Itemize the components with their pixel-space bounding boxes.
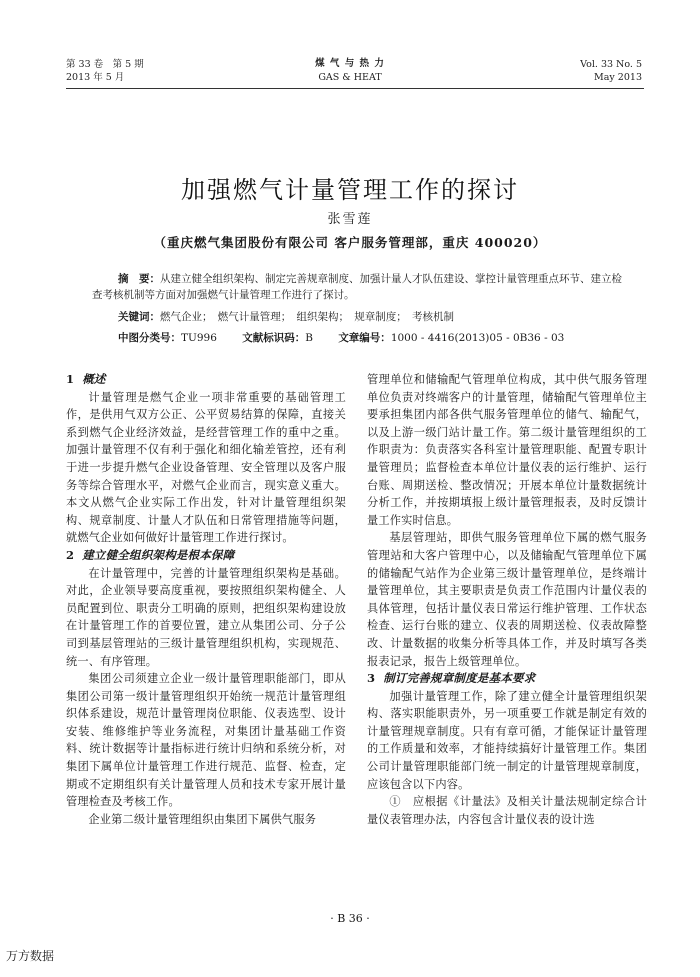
section-1-paragraph-1: 计量管理是燃气企业一项非常重要的基础管理工作，是供用气双方公正、公平贸易结算的保障，直接关系到燃气企业经济效益，是经营管理工作的重中之重。加强计量管理不仅有利于强化和细化输差管控，还有利于进一步提升燃气企业设备管理、安全管理以及客户服务等综合管理水平，对燃气企业而言，现实意义重大。本文从燃气企业实际工作出发，针对计量管理组织架构、规章制度、计量人才队伍和日常管理措施等问题，就燃气企业如何做好计量管理工作进行探讨。 bbox=[66, 390, 346, 545]
header-date-en: May 2013 bbox=[594, 72, 642, 83]
keywords bbox=[118, 309, 454, 325]
article-affiliation: （重庆燃气集团股份有限公司 客户服务管理部，重庆 400020） bbox=[153, 235, 547, 250]
keywords-text: 燃气企业； 燃气计量管理； 组织架构； 规章制度； 考核机制 bbox=[160, 311, 454, 323]
abstract bbox=[92, 271, 622, 303]
right-paragraph-3: 加强计量管理工作，除了建立健全计量管理组织架构、落实职能职责外，另一项重要工作就是制定有效的计量管理规章制度。只有有章可循，才能保证计量管理的工作质量和效率，才能持续搞好计量管理工作。集团公司计量管理职能部门统一制定的计量管理规章制度，应该包含以下内容。 bbox=[367, 689, 647, 791]
right-paragraph-4: ① 应根据《计量法》及相关计量法规制定综合计量仪表管理办法，内容包含计量仪表的设计选 bbox=[367, 795, 647, 826]
section-2-heading bbox=[66, 547, 346, 565]
section-2-title: 建立健全组织架构是根本保障 bbox=[82, 547, 235, 562]
journal-title-cn: 煤 气 与 热 力 bbox=[315, 58, 385, 69]
section-1-title: 概述 bbox=[82, 372, 106, 386]
doc-code-value: B bbox=[305, 332, 313, 344]
classification-line bbox=[118, 330, 564, 346]
header-volume-en: Vol. 33 No. 5 bbox=[580, 59, 642, 70]
section-3-heading bbox=[367, 670, 647, 688]
article-no-value: 1000 - 4416(2013)05 - 0B36 - 03 bbox=[390, 332, 565, 344]
right-paragraph-2: 基层管理站，即供气服务管理单位下属的燃气服务管理站和大客户管理中心，以及储输配气管理单位下属的储输配气站作为企业第三级计量管理单位，是终端计量管理单位，其主要职责是负责工作范围内计量仪表的具体管理，包括计量仪表日常运行维护管理、工作状态检查、运行台账的建立、仪表的周期送检、仪表故障整改、计量数据的收集分析等具体工作，并及时填写各类报表记录，报告上级管理单位。 bbox=[367, 531, 647, 668]
section-3-number: 3 bbox=[367, 671, 376, 686]
section-2-paragraph-3: 企业第二级计量管理组织由集团下属供气服务 bbox=[88, 812, 317, 826]
abstract-text: 从建立健全组织架构、制定完善规章制度、加强计量人才队伍建设、掌控计量管理重点环节、建立检查考核机制等方面对加强燃气计量管理工作进行了探讨。 bbox=[92, 273, 622, 301]
clc-label: 中图分类号： bbox=[118, 332, 181, 344]
header-volume-cn: 第 33 卷 第 5 期 bbox=[66, 59, 144, 70]
header-rule bbox=[66, 88, 644, 89]
article-author: 张雪莲 bbox=[327, 212, 373, 227]
doc-code-label: 文献标识码： bbox=[242, 332, 306, 344]
left-column bbox=[66, 371, 346, 828]
section-2-paragraph-2: 集团公司须建立企业一级计量管理职能部门，即从集团公司第一级计量管理组织开始统一规范计量管理组织体系建设，规范计量管理岗位职能、仪表选型、设计安装、维修维护等业务流程，对集团计量基础工作资料、统计数据等计量指标进行统计归纳和系统分析，对集团下属单位计量管理工作进行规范、监督、检查，定期或不定期组织有关计量管理人员和技术专家开展计量管理检查及考核工作。 bbox=[66, 672, 346, 809]
section-1-heading bbox=[66, 371, 346, 389]
section-3-title: 制订完善规章制度是基本要求 bbox=[383, 671, 536, 686]
right-column bbox=[367, 371, 647, 828]
header-date-cn: 2013 年 5 月 bbox=[66, 72, 125, 83]
watermark-text: 万方数据 bbox=[6, 949, 55, 963]
section-2-paragraph-1: 在计量管理中，完善的计量管理组织架构是基础。对此，企业领导要高度重视，要按照组织架构健全、人员配置到位、职责分工明确的原则，把组织架构建设放在计量管理工作的首要位置，建立从集团公司、分子公司到基层管理站的三级计量管理组织机构，实现规范、统一、有序管理。 bbox=[66, 566, 346, 668]
clc-value: TU996 bbox=[181, 332, 217, 344]
abstract-label: 摘 要： bbox=[118, 273, 160, 285]
page-number: · B 36 · bbox=[330, 912, 370, 925]
article-no-label: 文章编号： bbox=[338, 332, 391, 344]
journal-title-en: GAS & HEAT bbox=[318, 72, 382, 83]
section-2-number: 2 bbox=[66, 547, 75, 562]
right-paragraph-1: 管理单位和储输配气管理单位构成，其中供气服务管理单位负责对终端客户的计量管理，储输配气管理单位主要承担集团内部各供气服务管理单位的储气、输配气，以及上游一级门站计量工作。第二级计量管理组织的工作职责为：负责落实各科室计量管理职能、配置专职计量管理员；监督检查本单位计量仪表的运行维护、运行台账、周期送检、整改情况；开展本单位计量数据统计分析工作，并按期填报上级计量管理报表，及时反馈计量工作实时信息。 bbox=[367, 373, 647, 527]
keywords-label: 关键词： bbox=[118, 311, 160, 323]
article-title: 加强燃气计量管理工作的探讨 bbox=[181, 176, 519, 204]
section-1-number: 1 bbox=[66, 372, 75, 386]
